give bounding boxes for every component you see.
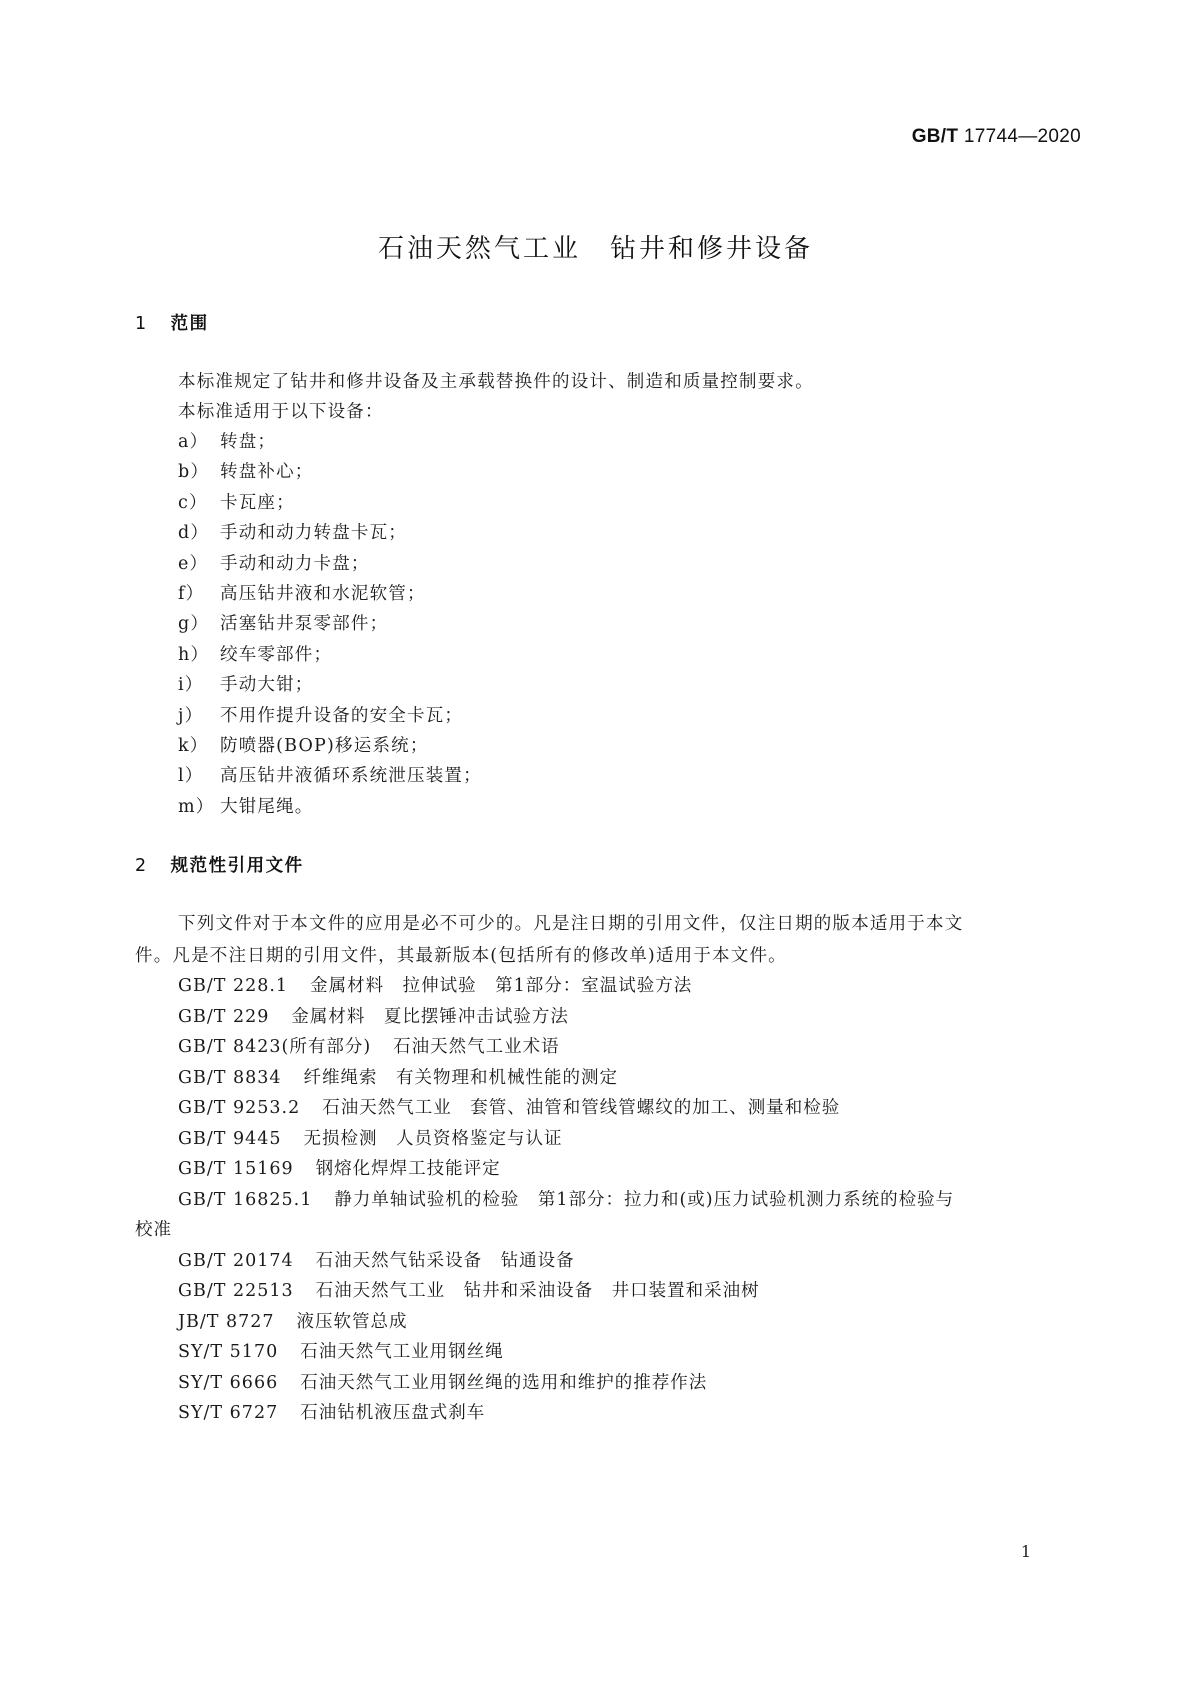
reference-code: GB/T 229 [178, 1006, 270, 1027]
list-marker: f） [178, 584, 205, 604]
reference-title: 石油天然气钻采设备 钻通设备 [315, 1250, 575, 1271]
list-item [178, 762, 482, 787]
reference-code: GB/T 9253.2 [178, 1098, 301, 1118]
reference-title: 金属材料 夏比摆锤冲击试验方法 [291, 1006, 569, 1027]
list-text: 高压钻井液循环系统泄压装置； [220, 766, 482, 787]
list-marker: i） [178, 675, 204, 696]
reference-title: 液压软管总成 [296, 1311, 408, 1332]
reference-title: 石油天然气工业用钢丝绳 [300, 1342, 504, 1362]
reference-code: SY/T 5170 [178, 1342, 279, 1362]
reference-item [178, 1338, 504, 1363]
reference-title: 金属材料 拉伸试验 第1部分：室温试验方法 [310, 976, 693, 996]
section-title: 范围 [170, 314, 209, 334]
reference-item [135, 1216, 172, 1241]
scope-applicability: 本标准适用于以下设备： [178, 402, 384, 422]
list-marker: l） [178, 766, 204, 787]
section-number: 2 [135, 856, 147, 876]
reference-code: SY/T 6666 [178, 1372, 279, 1393]
list-text: 手动和动力卡盘； [220, 553, 370, 574]
list-text: 高压钻井液和水泥软管； [220, 584, 426, 604]
list-text: 绞车零部件； [220, 644, 333, 665]
standard-number: 17744—2020 [963, 126, 1081, 147]
reference-code: GB/T 9445 [178, 1128, 282, 1149]
reference-code: SY/T 6727 [178, 1403, 279, 1423]
standard-prefix: GB/T [911, 126, 959, 147]
list-marker: a） [178, 432, 209, 452]
list-text: 卡瓦座； [220, 492, 295, 513]
list-marker: g） [178, 614, 210, 635]
list-item [178, 458, 314, 483]
reference-item [178, 1186, 954, 1211]
reference-code: GB/T 16825.1 [178, 1189, 313, 1210]
references-intro-line: 下列文件对于本文件的应用是必不可少的。凡是注日期的引用文件，仅注日期的版本适用于本文 [178, 914, 964, 934]
list-marker: k） [178, 736, 209, 756]
list-marker: c） [178, 492, 208, 513]
reference-item [178, 1033, 560, 1058]
scope-paragraph: 本标准规定了钻井和修井设备及主承载替换件的设计、制造和质量控制要求。 [178, 372, 814, 392]
list-item [178, 580, 426, 605]
reference-title: 石油天然气工业 钻井和采油设备 井口装置和采油树 [315, 1281, 760, 1301]
reference-code: GB/T 8834 [178, 1067, 282, 1088]
reference-item [178, 1155, 501, 1180]
reference-item [178, 1247, 575, 1272]
list-item [178, 732, 429, 757]
list-text: 防喷器(BOP)移运系统； [220, 736, 429, 756]
reference-item [178, 1125, 563, 1150]
page-number: 1 [1020, 1542, 1031, 1561]
list-item [178, 519, 407, 544]
reference-title: 石油天然气工业用钢丝绳的选用和维护的推荐作法 [300, 1372, 708, 1393]
list-item [178, 671, 314, 696]
list-item [178, 793, 314, 818]
list-item [178, 702, 463, 727]
section-2-heading [135, 852, 304, 877]
list-text: 转盘补心； [220, 462, 314, 483]
reference-title: 石油钻机液压盘式刹车 [300, 1403, 486, 1423]
reference-code: GB/T 228.1 [178, 976, 289, 996]
list-item [178, 489, 295, 514]
reference-title: 无损检测 人员资格鉴定与认证 [303, 1128, 563, 1149]
standard-code [912, 126, 1081, 148]
section-title: 规范性引用文件 [170, 856, 304, 876]
list-text: 不用作提升设备的安全卡瓦； [220, 705, 464, 726]
list-text: 活塞钻井泵零部件； [220, 614, 389, 635]
reference-item [178, 1308, 408, 1333]
reference-title: 石油天然气工业 套管、油管和管线管螺纹的加工、测量和检验 [322, 1098, 841, 1118]
list-text: 转盘； [220, 432, 277, 452]
list-text: 手动和动力转盘卡瓦； [220, 523, 407, 544]
reference-item [178, 972, 692, 997]
reference-title: 静力单轴试验机的检验 第1部分：拉力和(或)压力试验机测力系统的检验与 [334, 1189, 955, 1210]
reference-title: 校准 [135, 1220, 172, 1240]
reference-code: GB/T 22513 [178, 1281, 294, 1301]
list-marker: h） [178, 644, 210, 665]
reference-title: 石油天然气工业术语 [393, 1037, 560, 1057]
list-marker: d） [178, 523, 210, 544]
list-text: 手动大钳； [220, 675, 314, 696]
list-item [178, 641, 332, 666]
reference-item [178, 1064, 618, 1089]
reference-code: GB/T 15169 [178, 1159, 294, 1179]
list-marker: e） [178, 553, 209, 574]
document-title: 石油天然气工业 钻井和修井设备 [377, 234, 813, 264]
list-item [178, 610, 388, 635]
reference-code: JB/T 8727 [178, 1311, 275, 1332]
reference-item [178, 1003, 569, 1028]
reference-item [178, 1277, 760, 1302]
references-intro-line: 件。凡是不注日期的引用文件，其最新版本(包括所有的修改单)适用于本文件。 [135, 946, 787, 966]
list-marker: b） [178, 462, 210, 483]
reference-code: GB/T 8423(所有部分) [178, 1037, 372, 1057]
reference-title: 钢熔化焊焊工技能评定 [315, 1159, 501, 1179]
reference-item [178, 1399, 485, 1424]
list-marker: m） [178, 796, 215, 817]
reference-title: 纤维绳索 有关物理和机械性能的测定 [303, 1067, 619, 1088]
list-text: 大钳尾绳。 [220, 796, 314, 817]
reference-item [178, 1369, 707, 1394]
list-marker: j） [178, 705, 204, 726]
reference-item [178, 1094, 840, 1119]
section-number: 1 [135, 314, 147, 334]
list-item [178, 428, 276, 453]
section-1-heading [135, 310, 209, 335]
list-item [178, 550, 370, 575]
reference-code: GB/T 20174 [178, 1250, 294, 1271]
